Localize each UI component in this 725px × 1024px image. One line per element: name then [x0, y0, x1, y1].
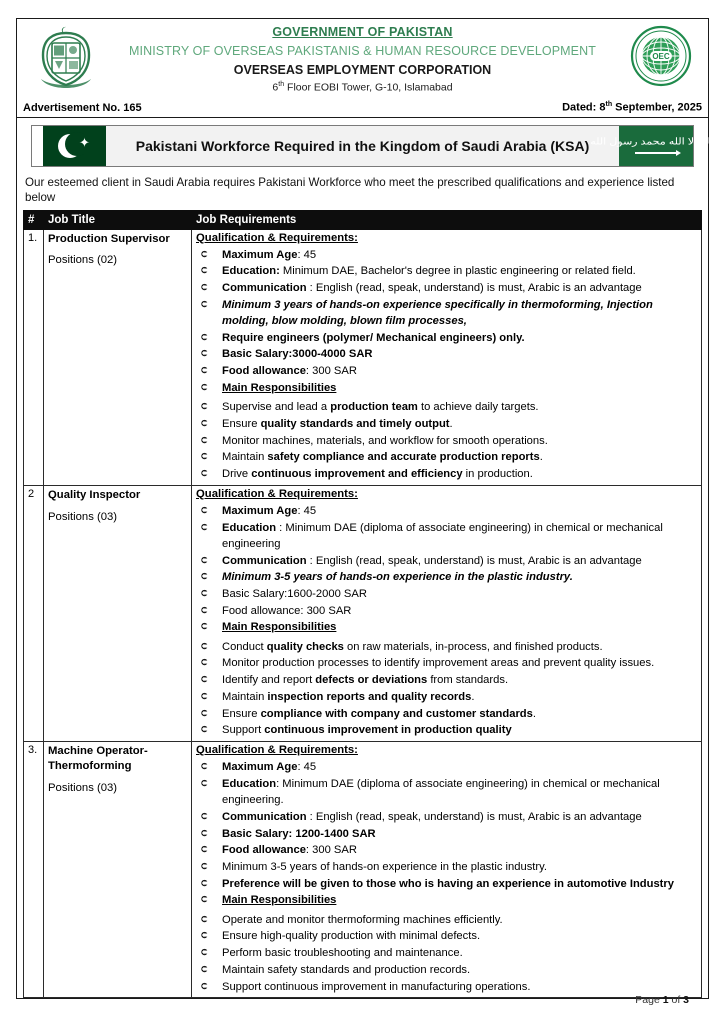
responsibility-text: Maintain safety standards and production records.	[222, 963, 471, 976]
organization-title: OVERSEAS EMPLOYMENT CORPORATION	[233, 62, 492, 77]
qualification-item	[196, 553, 697, 569]
title-banner	[31, 125, 722, 167]
job-title-cell	[44, 229, 192, 485]
qualification-item	[196, 859, 697, 875]
responsibility-emphasis: safety compliance and accurate production reports	[267, 451, 540, 464]
oec-logo-icon	[630, 25, 692, 89]
pakistan-flag-white-band	[32, 126, 43, 166]
qualification-item	[196, 297, 697, 329]
job-requirements-cell	[192, 485, 702, 741]
qualification-label: Education	[222, 521, 277, 534]
responsibility-text: Ensure	[222, 417, 261, 430]
address-ordinal-suffix: th	[278, 80, 285, 88]
document-frame	[16, 18, 722, 999]
qualification-label: Communication	[222, 810, 307, 823]
banner-title-text: Pakistani Workforce Required in the Kingdom of Saudi Arabia (KSA)	[135, 137, 590, 154]
qualification-item	[196, 842, 697, 858]
responsibility-text: Operate and monitor thermoforming machines efficiently.	[222, 913, 503, 926]
responsibility-text: Identify and report	[222, 674, 316, 687]
table-row	[24, 229, 702, 485]
qualification-label: Education:	[222, 265, 280, 278]
job-positions-count: Positions (02)	[48, 254, 118, 267]
job-requirements-cell	[192, 742, 702, 998]
job-positions-count: Positions (03)	[48, 781, 118, 794]
table-row	[24, 485, 702, 741]
responsibility-item	[196, 928, 697, 944]
responsibility-item	[196, 689, 697, 705]
qualification-label: Maximum Age	[222, 504, 298, 517]
qualification-text: Food allowance: 300 SAR	[222, 604, 352, 617]
qualification-text: : 300 SAR	[305, 365, 357, 378]
pakistan-flag-star: ✦	[79, 134, 90, 150]
responsibility-item	[196, 449, 697, 465]
responsibility-text: Perform basic troubleshooting and maintenance.	[222, 947, 463, 960]
row-number: 2	[24, 485, 44, 741]
responsibilities-heading: Main Responsibilities	[222, 621, 337, 634]
qualification-text: : 300 SAR	[305, 844, 357, 857]
qualification-list	[196, 759, 697, 892]
ministry-title: MINISTRY OF OVERSEAS PAKISTANIS & HUMAN RESOURCE DEVELOPMENT	[129, 43, 596, 58]
responsibility-text-tail: to achieve daily targets.	[417, 401, 539, 414]
svg-text:OEC: OEC	[652, 52, 670, 61]
qualification-text: Basic Salary: 1200-1400 SAR	[222, 827, 376, 840]
responsibility-text: Maintain	[222, 451, 268, 464]
qualification-list	[196, 247, 697, 380]
responsibility-emphasis: defects or deviations	[315, 674, 428, 687]
pakistan-flag-icon	[32, 126, 106, 166]
header-cell-job-requirements: Job Requirements	[192, 210, 702, 229]
qualification-list	[196, 503, 697, 619]
qualification-item	[196, 247, 697, 263]
qualification-text: : Minimum DAE (diploma of associate engineering) in chemical or mechanical engineering	[222, 521, 663, 550]
qualification-text: Minimum DAE, Bachelor's degree in plastic engineering or related field.	[279, 265, 636, 278]
responsibility-item	[196, 962, 697, 978]
qualification-text: Minimum 3-5 years of hands-on experience in the plastic industry.	[222, 571, 573, 584]
title-banner-wrapper	[17, 118, 722, 173]
responsibility-item	[196, 945, 697, 961]
responsibility-text: Supervise and lead a	[222, 401, 331, 414]
address-rest: Floor EOBI Tower, G-10, Islamabad	[284, 81, 453, 94]
qualification-heading: Qualification & Requirements:	[196, 487, 358, 500]
responsibility-item	[196, 433, 697, 449]
advertisement-number: Advertisement No. 165	[23, 101, 142, 114]
qualification-item	[196, 809, 697, 825]
responsibility-text-tail: in production.	[462, 468, 533, 481]
qualification-text: Preference will be given to those who is having an experience in automotive Industry	[222, 877, 674, 890]
responsibility-emphasis: quality standards and timely output	[260, 417, 450, 430]
qualification-item	[196, 503, 697, 519]
responsibility-text: Support	[222, 724, 265, 737]
responsibility-text: Drive	[222, 468, 252, 481]
qualification-item	[196, 363, 697, 379]
date-ordinal-suffix: th	[605, 101, 613, 109]
footer-page-label: Page	[635, 994, 663, 1006]
footer-current-page: 1	[662, 994, 669, 1006]
qualification-item	[196, 263, 697, 279]
jobs-table	[23, 210, 702, 999]
saudi-flag-sword	[635, 152, 677, 154]
responsibilities-heading-item	[196, 619, 697, 635]
qualification-label: Communication	[222, 554, 307, 567]
responsibility-item	[196, 706, 697, 722]
document-header	[17, 19, 708, 97]
row-number: 3.	[24, 742, 44, 998]
qualification-item	[196, 330, 697, 346]
job-title-cell	[44, 485, 192, 741]
responsibility-text-tail: on raw materials, in-process, and finished products.	[343, 640, 603, 653]
qualification-item	[196, 586, 697, 602]
responsibilities-heading: Main Responsibilities	[222, 894, 337, 907]
qualification-item	[196, 603, 697, 619]
responsibilities-list	[196, 380, 697, 482]
advertisement-meta-row	[17, 97, 708, 118]
responsibility-item	[196, 722, 697, 738]
table-row	[24, 742, 702, 998]
advertisement-date	[562, 101, 702, 114]
row-number: 1.	[24, 229, 44, 485]
job-positions-count: Positions (03)	[48, 510, 118, 523]
job-title-text: Production Supervisor	[48, 232, 170, 245]
qualification-item	[196, 826, 697, 842]
qualification-item	[196, 759, 697, 775]
qualification-heading: Qualification & Requirements:	[196, 744, 358, 757]
responsibility-emphasis: quality checks	[266, 640, 344, 653]
qualification-heading: Qualification & Requirements:	[196, 231, 358, 244]
qualification-text: Basic Salary:1600-2000 SAR	[222, 587, 367, 600]
qualification-text: Basic Salary:3000-4000 SAR	[222, 348, 373, 361]
qualification-text: Minimum 3-5 years of hands-on experience in the plastic industry.	[222, 861, 548, 873]
responsibilities-heading-item	[196, 892, 697, 908]
responsibility-text: Ensure high-quality production with minimal defects.	[222, 930, 481, 943]
qualification-label: Maximum Age	[222, 248, 298, 261]
responsibility-emphasis: inspection reports and quality records	[267, 690, 472, 703]
responsibility-item	[196, 655, 697, 671]
qualification-item	[196, 280, 697, 296]
responsibility-text: Maintain	[222, 690, 268, 703]
jobs-table-body	[24, 229, 702, 998]
qualification-label: Food allowance	[222, 844, 306, 857]
qualification-text: : Minimum DAE (diploma of associate engineering) in chemical or mechanical engineering.	[222, 777, 660, 807]
qualification-item	[196, 776, 697, 808]
qualification-item	[196, 569, 697, 585]
jobs-table-header	[24, 210, 702, 229]
saudi-flag-shahada-text: لا إله إلا الله محمد رسول الله	[590, 137, 722, 148]
responsibility-text-tail: .	[532, 707, 536, 720]
header-cell-number: #	[24, 210, 44, 229]
responsibility-item	[196, 399, 697, 415]
table-header-row	[24, 210, 702, 229]
qualification-text: : English (read, speak, understand) is must, Arabic is an advantage	[306, 282, 642, 294]
qualification-label: Maximum Age	[222, 761, 298, 774]
qualification-item	[196, 876, 697, 892]
qualification-text: : 45	[297, 248, 317, 261]
responsibility-text-tail: from standards.	[427, 674, 509, 687]
responsibility-emphasis: continuous improvement in production quality	[264, 724, 512, 737]
date-rest: September, 2025	[612, 101, 702, 114]
saudi-arabia-flag-icon	[590, 126, 722, 166]
responsibility-text-tail: .	[449, 417, 453, 430]
qualification-item	[196, 520, 697, 552]
office-address	[21, 80, 704, 95]
responsibility-emphasis: production team	[330, 401, 418, 414]
responsibility-item	[196, 979, 697, 995]
qualification-item	[196, 346, 697, 362]
qualification-label: Communication	[222, 282, 307, 294]
responsibilities-list	[196, 892, 697, 994]
qualification-text: : 45	[297, 761, 317, 774]
responsibilities-heading: Main Responsibilities	[222, 381, 337, 394]
qualification-text: : English (read, speak, understand) is must, Arabic is an advantage	[306, 810, 642, 823]
responsibility-item	[196, 639, 697, 655]
responsibility-item	[196, 672, 697, 688]
address-floor-number: 6	[272, 81, 279, 94]
responsibilities-list	[196, 619, 697, 738]
responsibility-text-tail: .	[539, 451, 543, 464]
responsibility-text: Monitor machines, materials, and workflow for smooth operations.	[222, 434, 548, 447]
job-title-cell	[44, 742, 192, 998]
qualification-text: Require engineers (polymer/ Mechanical engineers) only.	[222, 331, 525, 344]
responsibility-item	[196, 466, 697, 482]
responsibility-emphasis: continuous improvement and efficiency	[251, 468, 463, 481]
responsibility-text: Ensure	[222, 707, 261, 720]
state-emblem-of-pakistan-icon	[35, 25, 97, 95]
responsibilities-heading-item	[196, 380, 697, 396]
responsibility-item	[196, 416, 697, 432]
job-title-text: Machine Operator-Thermoforming	[48, 745, 148, 772]
government-title: GOVERNMENT OF PAKISTAN	[272, 25, 453, 39]
qualification-text: Minimum 3 years of hands-on experience specifically in thermoforming, Injection molding, blow molding, blown film processes,	[222, 298, 653, 327]
qualification-text: : 45	[297, 504, 317, 517]
job-requirements-cell	[192, 229, 702, 485]
qualification-text: : English (read, speak, understand) is must, Arabic is an advantage	[306, 554, 642, 567]
job-title-text: Quality Inspector	[48, 488, 141, 501]
qualification-label: Food allowance	[222, 365, 306, 378]
footer-of-label: of	[668, 994, 684, 1006]
responsibility-emphasis: compliance with company and customer standards	[260, 707, 533, 720]
page-footer	[635, 994, 689, 1006]
responsibility-item	[196, 912, 697, 928]
responsibility-text-tail: .	[471, 690, 475, 703]
header-cell-job-title: Job Title	[44, 210, 192, 229]
qualification-label: Education	[222, 777, 277, 790]
date-prefix: Dated: 8	[562, 101, 606, 114]
footer-total-pages: 3	[683, 994, 689, 1006]
responsibility-text: Conduct	[222, 640, 267, 653]
intro-paragraph: Our esteemed client in Saudi Arabia requires Pakistani Workforce who meet the prescribed qualifications and experience listed below	[25, 175, 675, 205]
responsibility-text: Monitor production processes to identify improvement areas and prevent quality issues.	[222, 657, 655, 670]
responsibility-text: Support continuous improvement in manufacturing operations.	[222, 980, 531, 993]
